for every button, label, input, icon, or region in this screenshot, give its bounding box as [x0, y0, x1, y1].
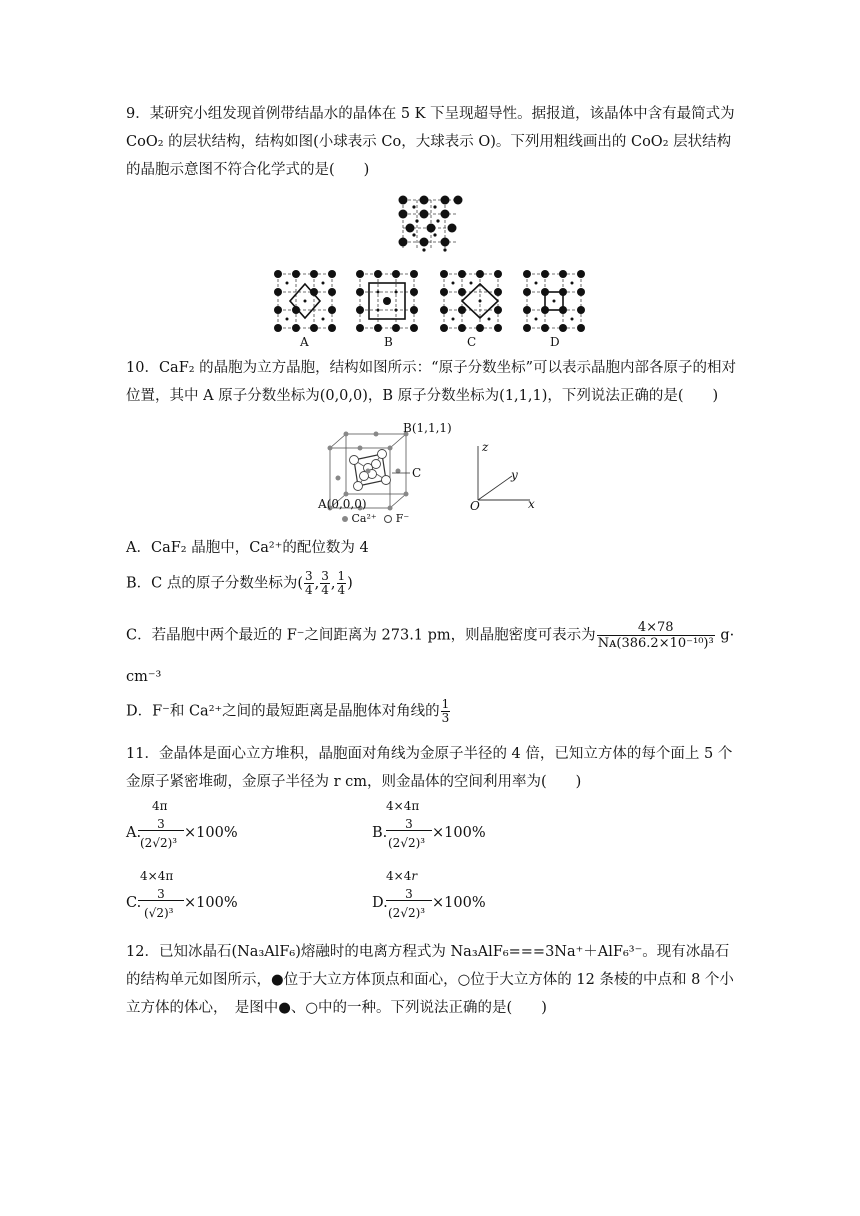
frac-den: 3	[441, 711, 450, 725]
q10-option-b: B．C 点的原子分数坐标为( $\frac{3}{4}$ , $\frac{3}{4}$ , $\frac{1}{4}$ )	[126, 569, 353, 597]
fig-label-c: C	[412, 466, 422, 480]
frac-num: 4×	[140, 869, 158, 883]
frac-num: 4	[403, 869, 412, 883]
frac-den: 4	[321, 583, 329, 597]
frac-den: 3	[405, 817, 413, 831]
f-ion-legend-label: F⁻	[395, 512, 410, 525]
option-label: A.	[126, 825, 142, 841]
ca-ion-legend-label: Ca²⁺	[351, 512, 377, 525]
density-unit: g·	[720, 627, 735, 644]
q9-option-d-figure	[523, 270, 589, 332]
frac-num: 1	[337, 569, 346, 583]
q10-option-b-prefix: B．C 点的原子分数坐标为(	[126, 575, 304, 592]
q9-label-c: C	[467, 335, 477, 349]
fig-legend	[342, 512, 409, 525]
frac-den: 3	[405, 887, 413, 901]
frac-den: 3	[157, 817, 165, 831]
q10-option-d-prefix: D．F⁻和 Ca²⁺之间的最短距离是晶胞体对角线的	[126, 703, 440, 720]
q10-option-c	[126, 620, 734, 651]
q10-option-c-prefix: C．若晶胞中两个最近的 F⁻之间距离为 273.1 pm，则晶胞密度可表示为	[126, 627, 596, 644]
q9-top-lattice-figure	[398, 195, 468, 257]
frac-den: 4	[337, 583, 346, 597]
frac-num: 4	[157, 869, 166, 883]
q9-label-b: B	[384, 335, 393, 349]
percent-suffix: ×100%	[432, 895, 486, 911]
frac-den: 4	[305, 583, 313, 597]
percent-suffix: ×100%	[184, 895, 238, 911]
frac-den: (2√2)³	[388, 906, 426, 920]
fig-label-a: A(0,0,0)	[318, 497, 367, 511]
axis-y-label: y	[511, 468, 518, 482]
percent-suffix: ×100%	[184, 825, 238, 841]
q10-option-d	[126, 698, 451, 725]
frac-num: 4×	[386, 869, 404, 883]
ca-ion-legend-icon	[342, 516, 348, 522]
axis-z-label: z	[482, 440, 489, 454]
frac-num: 4	[403, 799, 412, 813]
q9-label-a: A	[300, 335, 309, 349]
q10-option-a: A．CaF₂ 晶胞中，Ca²⁺的配位数为 4	[126, 540, 369, 556]
frac-num: 3	[321, 569, 329, 583]
frac-den: 3	[157, 887, 165, 901]
q9-label-d: D	[550, 335, 560, 349]
axis-x-label: x	[528, 497, 535, 511]
f-ion-legend-icon	[384, 515, 392, 523]
pi-symbol: π	[411, 799, 420, 813]
question-11-text: 11．金晶体是面心立方堆积，晶胞面对角线为金原子半径的 4 倍，已知立方体的每个面上 5 个金原子紧密堆砌，金原子半径为 r cm，则金晶体的空间利用率为( )	[126, 746, 733, 790]
q9-option-c-figure	[440, 270, 506, 332]
frac-den: (√2)³	[144, 906, 174, 920]
q9-option-b-figure	[356, 270, 422, 332]
q9-option-a-figure	[274, 270, 340, 332]
question-12-text: 12．已知冰晶石(Na₃AlF₆)熔融时的电离方程式为 Na₃AlF₆===3Na⁺＋AlF₆³⁻。现有冰晶石的结构单元如图所示，●位于大立方体顶点和面心，○位于大立方体的 12 条棱的中点和 8 个小立方体的体心， 是图中●、○中的一种。下列说法正确的是( )	[126, 944, 734, 1016]
q10-option-c-unit-cont: cm⁻³	[126, 669, 162, 685]
density-denominator: Nᴀ(386.2×10⁻¹⁰)³	[597, 636, 714, 651]
axis-origin-label: O	[470, 499, 480, 513]
question-9-text: 9．某研究小组发现首例带结晶水的晶体在 5 K 下呈现超导性。据报道，该晶体中含有最简式为 CoO₂ 的层状结构，结构如图(小球表示 Co，大球表示 O)。下列用粗线画出的 CoO₂ 层状结构的晶胞示意图不符合化学式的是( )	[126, 106, 735, 178]
pi-symbol: π	[159, 799, 168, 813]
frac-num: 4	[152, 799, 160, 813]
option-label: B.	[372, 825, 388, 841]
frac-den: (2√2)³	[140, 836, 178, 850]
option-label: C.	[126, 895, 142, 911]
frac-num: 3	[305, 569, 313, 583]
option-label: D.	[372, 895, 388, 911]
frac-num: 1	[441, 697, 450, 711]
percent-suffix: ×100%	[432, 825, 486, 841]
frac-den: (2√2)³	[388, 836, 426, 850]
frac-num: 4×	[386, 799, 404, 813]
fig-label-b: B(1,1,1)	[403, 421, 452, 435]
question-10-text: 10．CaF₂ 的晶胞为立方晶胞，结构如图所示：“原子分数坐标”可以表示晶胞内部各原子的相对位置，其中 A 原子分数坐标为(0,0,0)，B 原子分数坐标为(1,1,1)，下列说法正确的是( )	[126, 360, 736, 404]
pi-symbol: π	[165, 869, 174, 883]
radius-symbol: r	[411, 869, 418, 883]
density-numerator: 4×78	[597, 620, 715, 636]
